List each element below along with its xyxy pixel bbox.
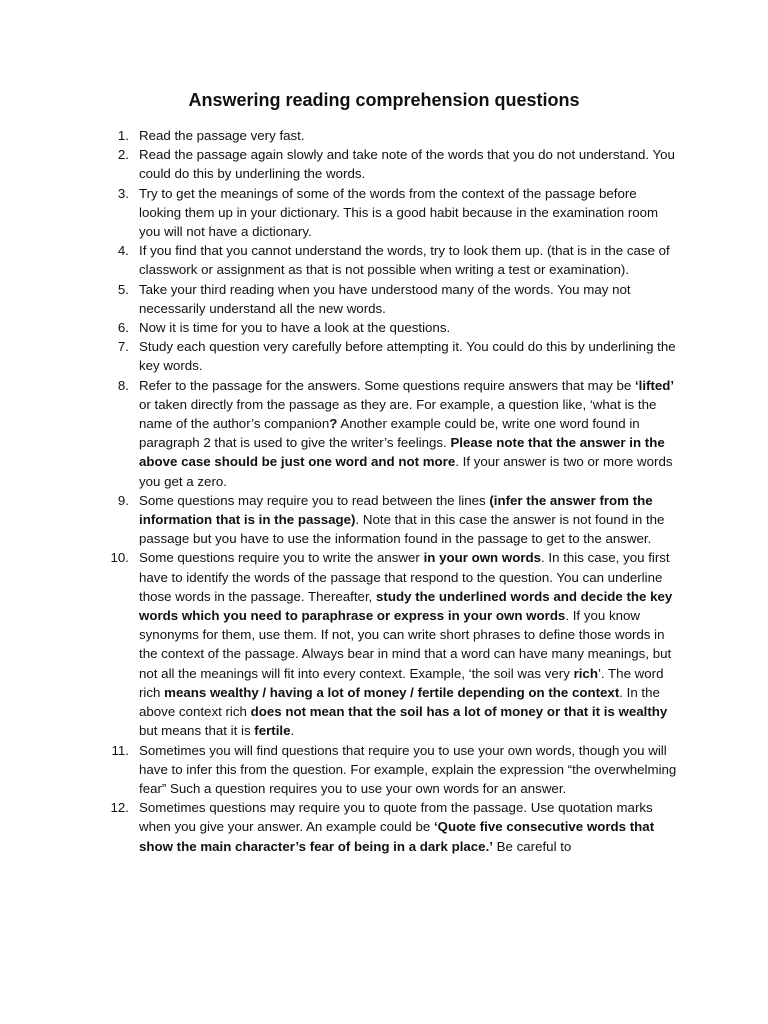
list-item-number: 2. [117,147,129,163]
list-item-number: 7. [117,339,129,355]
list-item-number: 9. [117,492,129,508]
list-item-number: 3. [117,185,129,201]
text-segment: but means that it is [139,723,255,739]
list-item [98,145,678,183]
list-item-text [139,493,664,546]
bold-text-segment: ? [329,416,338,432]
list-item-text [139,550,672,738]
text-segment: ’. The word rich [139,665,664,700]
list-item-text [139,147,675,181]
list-item [98,491,678,549]
list-item-number: 1. [117,128,129,143]
list-item-text [139,378,674,489]
list-item-number: 11. [111,742,129,758]
text-segment: Some questions may require you to read between the lines [139,492,490,508]
text-segment: Sometimes you will find questions that require you to use your own words, though you will have to infer this from the question. For example, explain the expression “the overwhelming fear” Such a question requires you to use your own words for an answer. [139,742,677,796]
list-item [98,318,678,337]
text-segment: . In this case, you first have to identify the words of the passage that respond to the question. You can underline those words in the passage. Thereafter, [139,550,670,604]
list-item [98,184,678,242]
text-segment: . If you know synonyms for them, use them. If not, you can write short phrases to define those words in the context of the passage. Always bear in mind that a word can have many meanings, but not all the meanings will fit into every context. Example, ‘the soil was very [139,608,672,681]
list-item-text [139,743,676,796]
text-segment: . [290,723,295,739]
text-segment: Some questions require you to write the answer [139,550,424,566]
list-item-number: 4. [117,243,129,259]
list-item [98,376,678,491]
bold-text-segment: Please note that the answer in the above case should be just one word and not more [139,435,665,470]
list-item-text [139,243,670,277]
text-segment: Sometimes questions may require you to quote from the passage. Use quotation marks when you give your answer. An example could be [139,800,653,835]
bold-text-segment: ‘lifted’ [634,377,675,393]
list-item-text [139,800,654,853]
list-item-number: 5. [117,281,129,297]
list-item-number: 8. [117,377,129,393]
text-segment: . If your answer is two or more words you get a zero. [139,454,673,489]
list-item-number: 12. [110,800,129,816]
list-item-text [139,186,658,239]
text-segment: Study each question very carefully before attempting it. You could do this by underlining the key words. [139,339,676,374]
text-segment: Refer to the passage for the answers. Some questions require answers that may be [139,377,635,393]
list-item [98,241,678,279]
list-item-text [139,320,450,335]
bold-text-segment: ‘Quote five consecutive words that show the main character’s fear of being in a dark place.’ [139,819,655,854]
page-title: Answering reading comprehension questions [188,90,580,110]
list-item [98,337,678,375]
list-item [98,548,678,740]
bold-text-segment: (infer the answer from the information that is in the passage) [139,492,653,528]
list-item-text [139,282,631,316]
text-segment: If you find that you cannot understand the words, try to look them up. (that is in the case of classwork or assignment as that is not possible when writing a test or examination). [139,243,670,278]
text-segment: Take your third reading when you have understood many of the words. You may not necessarily understand all the new words. [139,281,631,316]
bold-text-segment: study the underlined words and decide the key words which you need to paraphrase or express in your own words [139,588,673,624]
bold-text-segment: fertile [254,723,291,739]
text-segment: Try to get the meanings of some of the words from the context of the passage before looking them up in your dictionary. This is a good habit because in the examination room you will not have a dictionary. [139,185,659,240]
list-item-text [139,339,676,373]
list-item [98,798,678,856]
text-segment: Now it is time for you to have a look at the questions. [139,320,451,336]
text-segment: . In the above context rich [139,684,660,720]
text-segment: . Note that in this case the answer is not found in the passage but you have to use the information found in the passage to get to the answer. [139,512,665,547]
instruction-list [98,126,678,856]
list-item [98,280,678,318]
bold-text-segment: rich [573,665,598,681]
bold-text-segment: in your own words [423,550,542,566]
text-segment: Another example could be, write one word found in paragraph 2 that is used to give the writer’s feelings. [139,416,640,451]
bold-text-segment: does not mean that the soil has a lot of money or that it is wealthy [250,704,668,720]
text-segment: Read the passage again slowly and take note of the words that you do not understand. You could do this by underlining the words. [139,147,675,182]
list-item-text [139,128,305,143]
list-item-number: 6. [117,320,129,336]
list-item [98,741,678,799]
text-segment: or taken directly from the passage as they are. For example, a question like, ‘what is the name of the author’s companion [139,396,657,432]
text-segment: Read the passage very fast. [139,128,305,143]
text-segment: Be careful to [492,838,572,854]
bold-text-segment: means wealthy / having a lot of money / fertile depending on the context [164,684,620,700]
list-item [98,126,678,145]
list-item-number: 10. [110,550,129,566]
